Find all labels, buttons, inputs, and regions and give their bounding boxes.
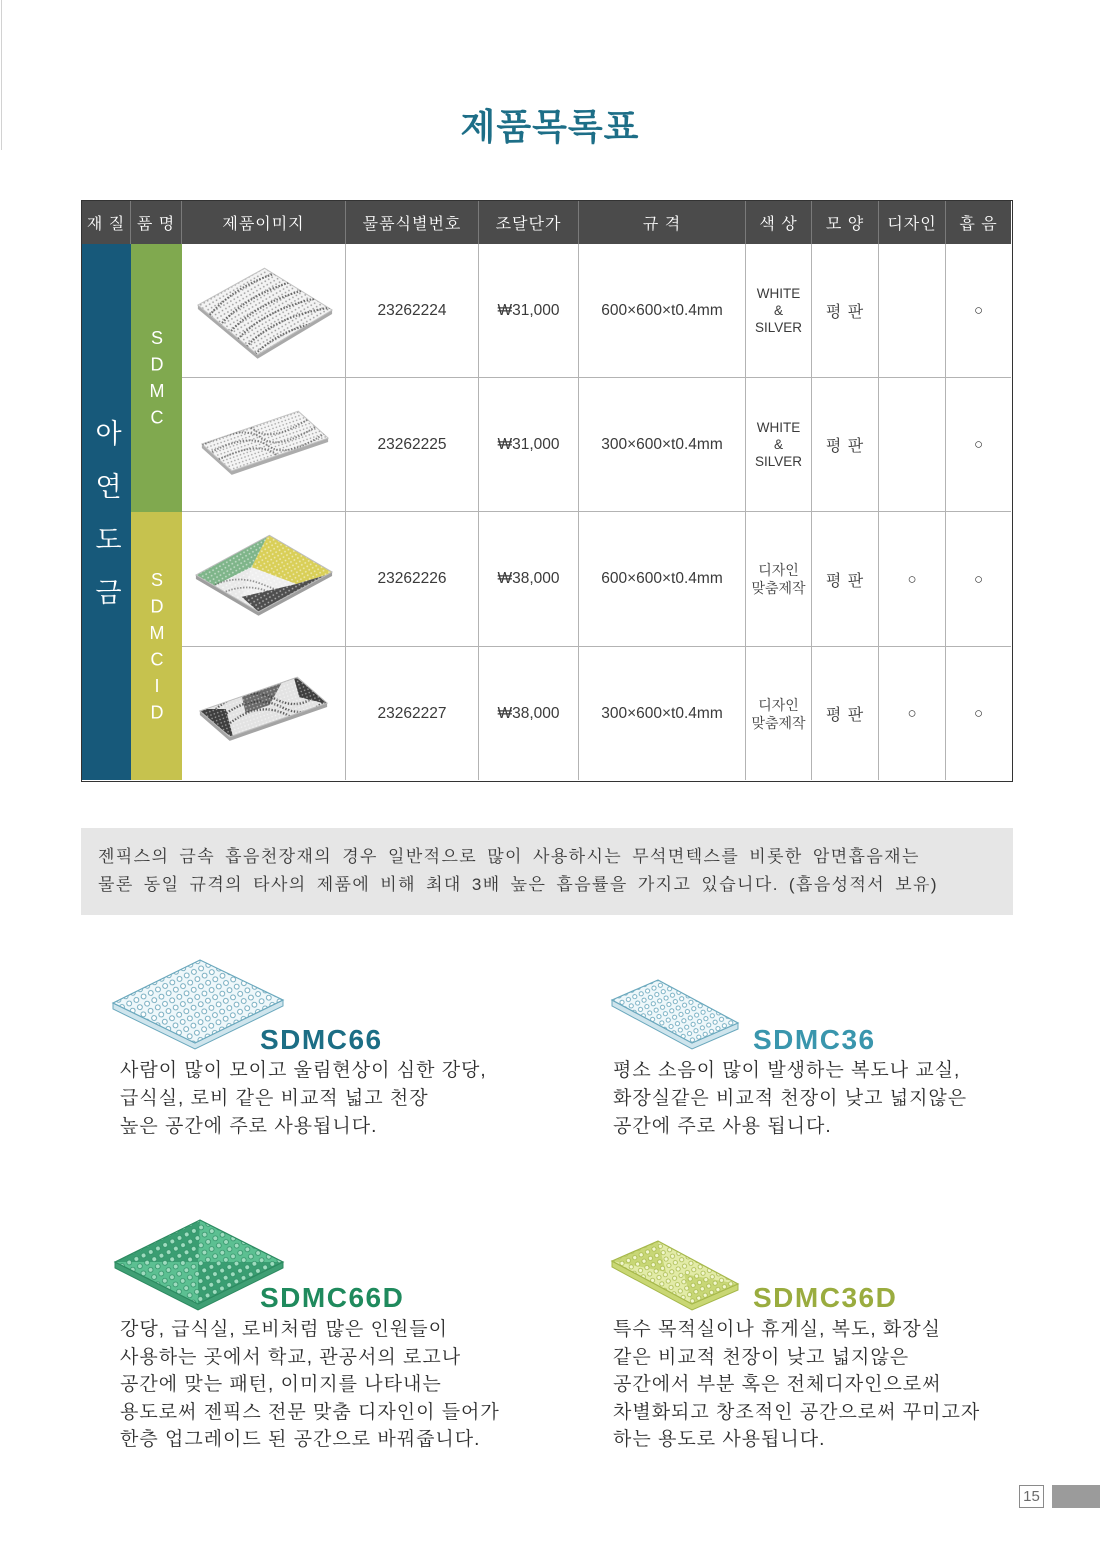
description-line: 같은 비교적 천장이 낮고 넓지않은: [613, 1346, 910, 1368]
product-description-sdmc66d: [120, 1316, 500, 1454]
description-line: 높은 공간에 주로 사용됩니다.: [120, 1116, 378, 1137]
header-item-id: 물품식별번호: [346, 201, 479, 244]
product-list-table: [81, 200, 1013, 782]
color-line: 맞춤제작: [751, 580, 806, 596]
description-line: 공간에 맞는 패턴, 이미지를 나타내는: [120, 1374, 442, 1395]
spec-cell: 300×600×t0.4mm: [579, 378, 746, 512]
perforated-tile-square-design-icon: [182, 512, 345, 646]
header-absorption: 흡 음: [946, 201, 1011, 244]
product-group-label: SDMC: [147, 328, 167, 435]
item-id-cell: 23262224: [346, 244, 479, 378]
description-line: 공간에 주로 사용 됩니다.: [613, 1116, 832, 1137]
absorption-cell: ○: [973, 705, 984, 722]
product-group-sdmc: [131, 244, 182, 512]
color-line: SILVER: [754, 320, 803, 335]
product-description-sdmc36: [613, 1057, 967, 1141]
product-title-sdmc66d: SDMC66D: [260, 1282, 405, 1313]
table-row-image: [182, 512, 346, 647]
page-number-bar: [1052, 1485, 1100, 1508]
description-line: 특수 목적실이나 휴게실, 복도, 화장실: [613, 1319, 941, 1340]
header-color: 색 상: [746, 201, 812, 244]
spec-cell: 600×600×t0.4mm: [579, 512, 746, 647]
color-cell: [746, 647, 812, 780]
header-shape: 모 양: [812, 201, 879, 244]
unit-price-cell: ₩31,000: [479, 378, 579, 512]
header-product-image: 제품이미지: [182, 201, 346, 244]
description-line: 사람이 많이 모이고 울림현상이 심한 강당,: [120, 1060, 487, 1081]
shape-cell: 평 판: [812, 244, 879, 378]
color-line: 디자인: [758, 696, 799, 713]
description-line: 한층 업그레이드 된 공간으로 바꿔줍니다.: [120, 1429, 481, 1450]
description-line: 평소 소음이 많이 발생하는 복도나 교실,: [613, 1060, 961, 1081]
perforated-panel-yellow-green-design-icon: [606, 1236, 746, 1314]
color-line: 디자인: [758, 562, 799, 578]
product-description-sdmc36d: [613, 1316, 980, 1454]
perforated-panel-light-blue-icon: [606, 975, 746, 1053]
color-line: WHITE: [756, 286, 801, 301]
unit-price-cell: ₩31,000: [479, 244, 579, 378]
design-cell: ○: [879, 647, 946, 780]
color-line: SILVER: [754, 454, 803, 469]
perforated-tile-square-white-silver-icon: [182, 244, 345, 378]
color-line: WHITE: [756, 420, 801, 435]
description-line: 하는 용도로 사용됩니다.: [613, 1429, 826, 1450]
perforated-tile-rect-design-icon: [182, 647, 345, 780]
product-title-sdmc36d: SDMC36D: [753, 1282, 898, 1313]
header-product-name: 품 명: [131, 201, 182, 244]
description-line: 사용하는 곳에서 학교, 관공서의 로고나: [120, 1346, 462, 1368]
description-line: 용도로써 젠픽스 전문 맞춤 디자인이 들어가: [120, 1401, 500, 1423]
header-design: 디자인: [879, 201, 946, 244]
table-row-image: [182, 378, 346, 512]
item-id-cell: 23262227: [346, 647, 479, 780]
header-unit-price: 조달단가: [479, 201, 579, 244]
product-description-sdmc66: [120, 1057, 487, 1141]
unit-price-cell: ₩38,000: [479, 647, 579, 780]
color-line: &: [773, 437, 783, 452]
color-cell: [746, 512, 812, 647]
color-cell: [746, 244, 812, 378]
item-id-cell: 23262226: [346, 512, 479, 647]
product-group-sdmcid: [131, 512, 182, 780]
product-title-sdmc36: SDMC36: [753, 1024, 876, 1055]
shape-cell: 평 판: [812, 647, 879, 780]
description-line: 차별화되고 창조적인 공간으로써 꾸미고자: [613, 1401, 981, 1423]
design-cell: [879, 244, 946, 378]
color-cell: [746, 378, 812, 512]
product-title-sdmc66: SDMC66: [260, 1024, 383, 1055]
description-line: 급식실, 로비 같은 비교적 넓고 천장: [120, 1088, 429, 1109]
notice-line: 젠픽스의 금속 흡음천장재의 경우 일반적으로 많이 사용하시는 무석면텍스를 비롯한 암면흡음재는: [98, 847, 920, 866]
shape-cell: 평 판: [812, 378, 879, 512]
absorption-cell: ○: [946, 512, 1011, 647]
description-line: 강당, 급식실, 로비처럼 많은 인원들이: [120, 1319, 448, 1340]
item-id-cell: 23262225: [346, 378, 479, 512]
color-line: 맞춤제작: [751, 714, 806, 731]
absorption-cell: ○: [946, 378, 1011, 512]
description-line: 공간에서 부분 혹은 전체디자인으로써: [613, 1374, 942, 1395]
color-line: &: [773, 303, 783, 318]
page-number: 15: [1019, 1485, 1044, 1508]
spec-cell: 300×600×t0.4mm: [579, 647, 746, 780]
page-title: 제품목록표: [460, 106, 640, 147]
product-group-label: SDMCID: [147, 569, 167, 729]
header-spec: 규 격: [579, 201, 746, 244]
table-row-image: [182, 647, 346, 780]
design-cell: [879, 378, 946, 512]
description-line: 화장실같은 비교적 천장이 낮고 넓지않은: [613, 1088, 968, 1109]
unit-price-cell: ₩38,000: [479, 512, 579, 647]
perforated-tile-rect-white-silver-icon: [182, 378, 345, 512]
material-label: 아연도금: [91, 419, 121, 631]
absorption-notice-box: [81, 828, 1013, 915]
header-material: 재 질: [82, 201, 131, 244]
spec-cell: 600×600×t0.4mm: [579, 244, 746, 378]
design-cell: ○: [879, 512, 946, 647]
notice-line: 물론 동일 규격의 타사의 제품에 비해 최대 3배 높은 흡음률을 가지고 있습니다. (흡음성적서 보유): [98, 875, 938, 894]
table-row-image: [182, 244, 346, 378]
shape-cell: 평 판: [812, 512, 879, 647]
absorption-cell: ○: [946, 244, 1011, 378]
material-cell: [82, 244, 131, 780]
